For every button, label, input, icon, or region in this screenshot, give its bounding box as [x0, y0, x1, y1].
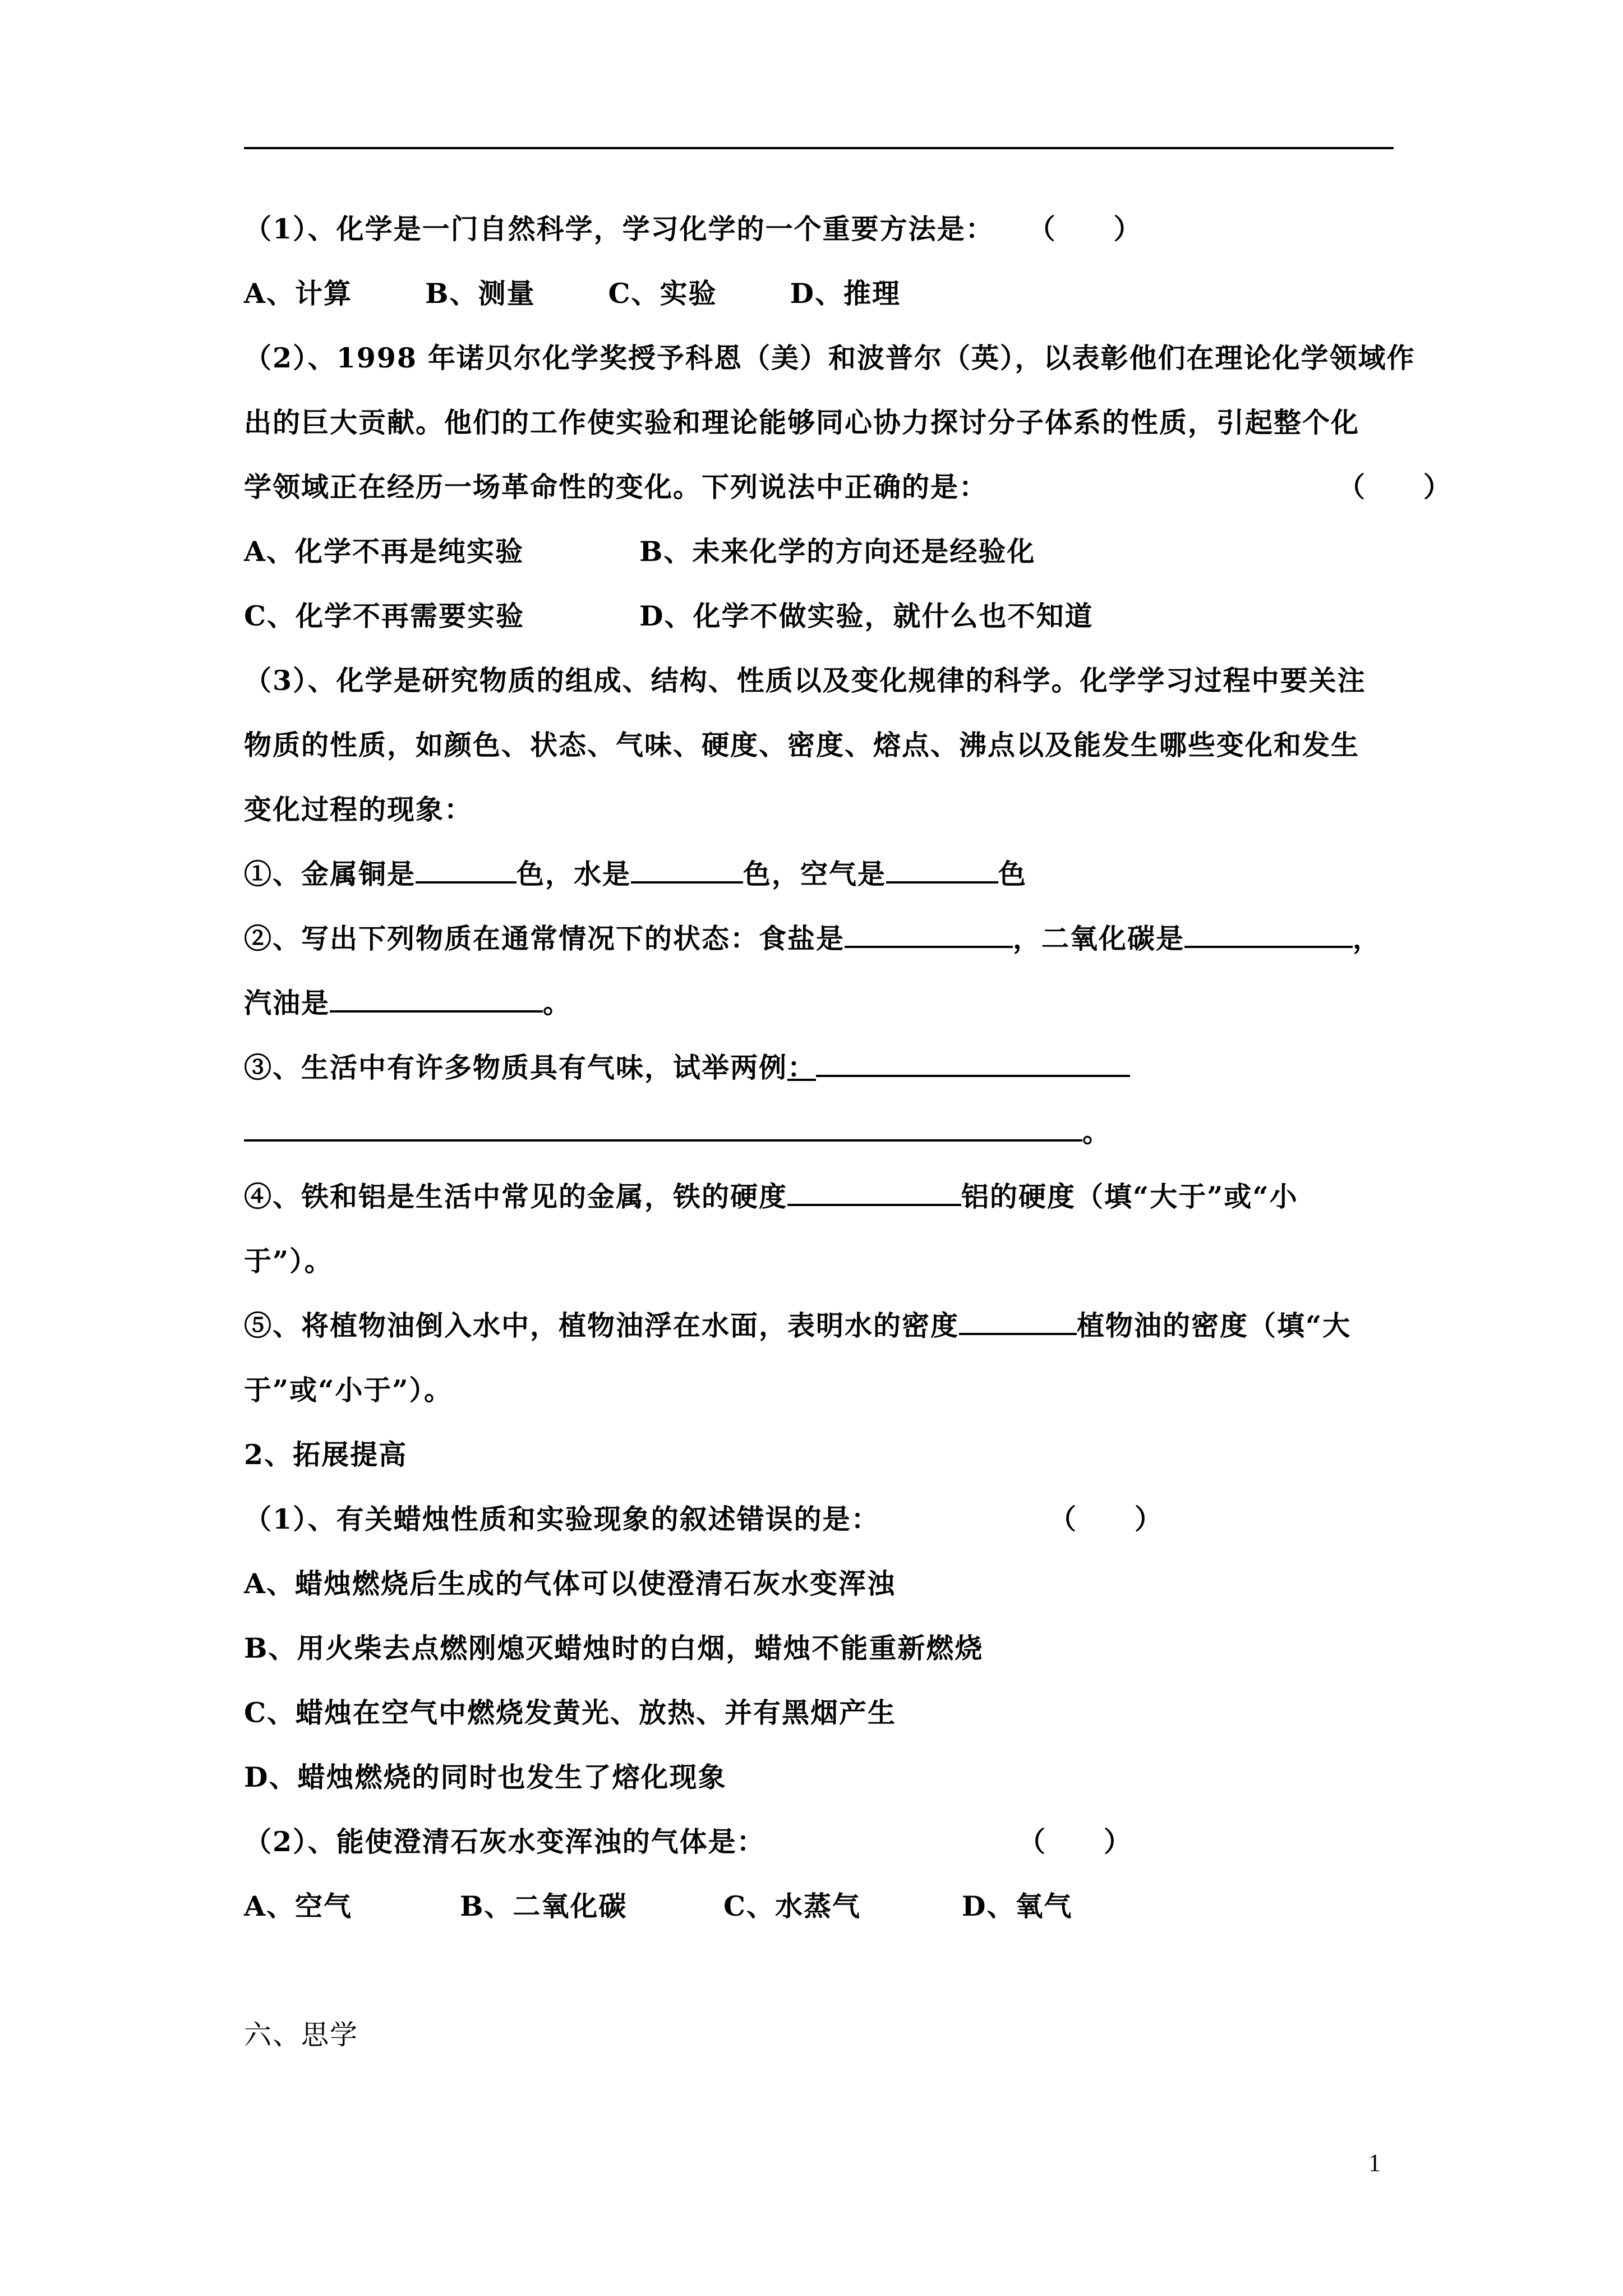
- s2-q2-option-b: B、二氧化碳: [460, 1890, 628, 1922]
- q3-item-3: [244, 1042, 1130, 1093]
- q2-option-d: D、化学不做实验，就什么也不知道: [639, 600, 1094, 632]
- q3-item-1: [244, 849, 1027, 899]
- s2-q1-option-b: B、用火柴去点燃刚熄灭蜡烛时的白烟，蜡烛不能重新燃烧: [244, 1632, 984, 1664]
- q3-item-1-text-2: 色，水是: [517, 858, 631, 890]
- gasoline-state-blank[interactable]: [330, 979, 543, 1013]
- odor-examples-blank-1[interactable]: [816, 1043, 1130, 1077]
- q3-line-3: 变化过程的现象：: [244, 793, 473, 826]
- q3-item-2-text-5: 。: [543, 987, 572, 1019]
- q3-item-4: [244, 1171, 1298, 1222]
- s2-q1-option-d: D、蜡烛燃烧的同时也发生了熔化现象: [244, 1761, 727, 1793]
- q1-stem-line: [244, 204, 1142, 254]
- q1-option-d: D、推理: [790, 277, 901, 310]
- s2-q2-option-c: C、水蒸气: [723, 1890, 861, 1922]
- section-2-heading: 2、拓展提高: [244, 1438, 408, 1471]
- q3-line-2: 物质的性质，如颜色、状态、气味、硬度、密度、熔点、沸点以及能发生哪些变化和发生: [244, 729, 1360, 761]
- q1-option-b: B、测量: [425, 277, 536, 310]
- q3-item-3-colon: ：: [787, 1051, 817, 1084]
- water-color-blank[interactable]: [631, 850, 743, 884]
- s2-q2-options: [244, 1881, 1073, 1931]
- q3-item-2: [244, 913, 1381, 964]
- q2-line-1: （2）、1998 年诺贝尔化学奖授予科恩（美）和波普尔（英），以表彰他们在理论化学领域作: [244, 342, 1415, 374]
- co2-state-blank[interactable]: [1184, 914, 1353, 948]
- q2-options-row-2: [244, 591, 1094, 641]
- q3-item-5-text-1: ⑤、将植物油倒入水中，植物油浮在水面，表明水的密度: [244, 1309, 960, 1342]
- s2-q2-answer-paren: （ ）: [1018, 1825, 1133, 1858]
- page-number: 1: [1368, 2149, 1381, 2177]
- q3-item-4-text-2: 铝的硬度（填“大于”或“小: [961, 1180, 1298, 1213]
- q3-item-1-text-4: 色: [998, 858, 1027, 890]
- q3-item-5: [244, 1300, 1351, 1351]
- q2-answer-paren: （ ）: [1338, 471, 1453, 503]
- s2-q1-stem: （1）、有关蜡烛性质和实验现象的叙述错误的是：: [244, 1503, 880, 1535]
- s2-q1-answer-paren: （ ）: [1049, 1503, 1164, 1535]
- q2-line-3: 学领域正在经历一场革命性的变化。下列说法中正确的是：: [244, 471, 988, 503]
- hardness-blank[interactable]: [787, 1172, 961, 1206]
- section-6-heading: 六、思学: [244, 2019, 359, 2051]
- q3-item-1-text-1: ①、金属铜是: [244, 858, 416, 890]
- q1-options: [244, 268, 901, 319]
- q2-option-c: C、化学不再需要实验: [244, 600, 524, 632]
- header-rule: [244, 147, 1394, 149]
- s2-q1-option-a: A、蜡烛燃烧后生成的气体可以使澄清石灰水变浑浊: [244, 1567, 896, 1600]
- q3-item-2-text-4: 汽油是: [244, 987, 330, 1019]
- q3-item-5-text-2: 植物油的密度（填“大: [1077, 1309, 1352, 1342]
- q3-item-3-cont: [244, 1107, 1111, 1157]
- salt-state-blank[interactable]: [845, 914, 1013, 948]
- q2-option-b: B、未来化学的方向还是经验化: [639, 535, 1036, 568]
- q3-line-1: （3）、化学是研究物质的组成、结构、性质以及变化规律的科学。化学学习过程中要关注: [244, 664, 1366, 697]
- q3-item-5-cont: 于”或“小于”）。: [244, 1374, 453, 1406]
- air-color-blank[interactable]: [886, 850, 998, 884]
- odor-examples-blank-2[interactable]: [244, 1108, 1082, 1142]
- q3-item-2-text-3: ，: [1353, 922, 1382, 955]
- s2-q2-option-d: D、氧气: [962, 1890, 1073, 1922]
- q3-item-3-text-1: ③、生活中有许多物质具有气味，试举两例: [244, 1051, 788, 1084]
- q3-item-1-text-3: 色，空气是: [743, 858, 887, 890]
- q3-item-2-text-2: ，二氧化碳是: [1013, 922, 1185, 955]
- copper-color-blank[interactable]: [416, 850, 517, 884]
- q3-item-4-cont: 于”）。: [244, 1245, 333, 1277]
- q3-item-4-text-1: ④、铁和铝是生活中常见的金属，铁的硬度: [244, 1180, 788, 1213]
- s2-q2-option-a: A、空气: [244, 1890, 353, 1922]
- q3-item-2-cont: [244, 978, 571, 1028]
- q2-line-2: 出的巨大贡献。他们的工作使实验和理论能够同心协力探讨分子体系的性质，引起整个化: [244, 406, 1360, 439]
- density-blank[interactable]: [959, 1301, 1077, 1335]
- q1-stem: （1）、化学是一门自然科学，学习化学的一个重要方法是：: [244, 213, 994, 245]
- s2-q1-option-c: C、蜡烛在空气中燃烧发黄光、放热、并有黑烟产生: [244, 1696, 896, 1729]
- q1-answer-paren: （ ）: [1027, 213, 1142, 245]
- q3-item-3-text-3: 。: [1082, 1116, 1112, 1148]
- q2-options-row-1: [244, 526, 1035, 577]
- s2-q2-stem: （2）、能使澄清石灰水变浑浊的气体是：: [244, 1825, 766, 1858]
- q1-option-a: A、计算: [244, 277, 353, 310]
- q3-item-2-text-1: ②、写出下列物质在通常情况下的状态：食盐是: [244, 922, 845, 955]
- q1-option-c: C、实验: [608, 277, 717, 310]
- q2-option-a: A、化学不再是纯实验: [244, 535, 524, 568]
